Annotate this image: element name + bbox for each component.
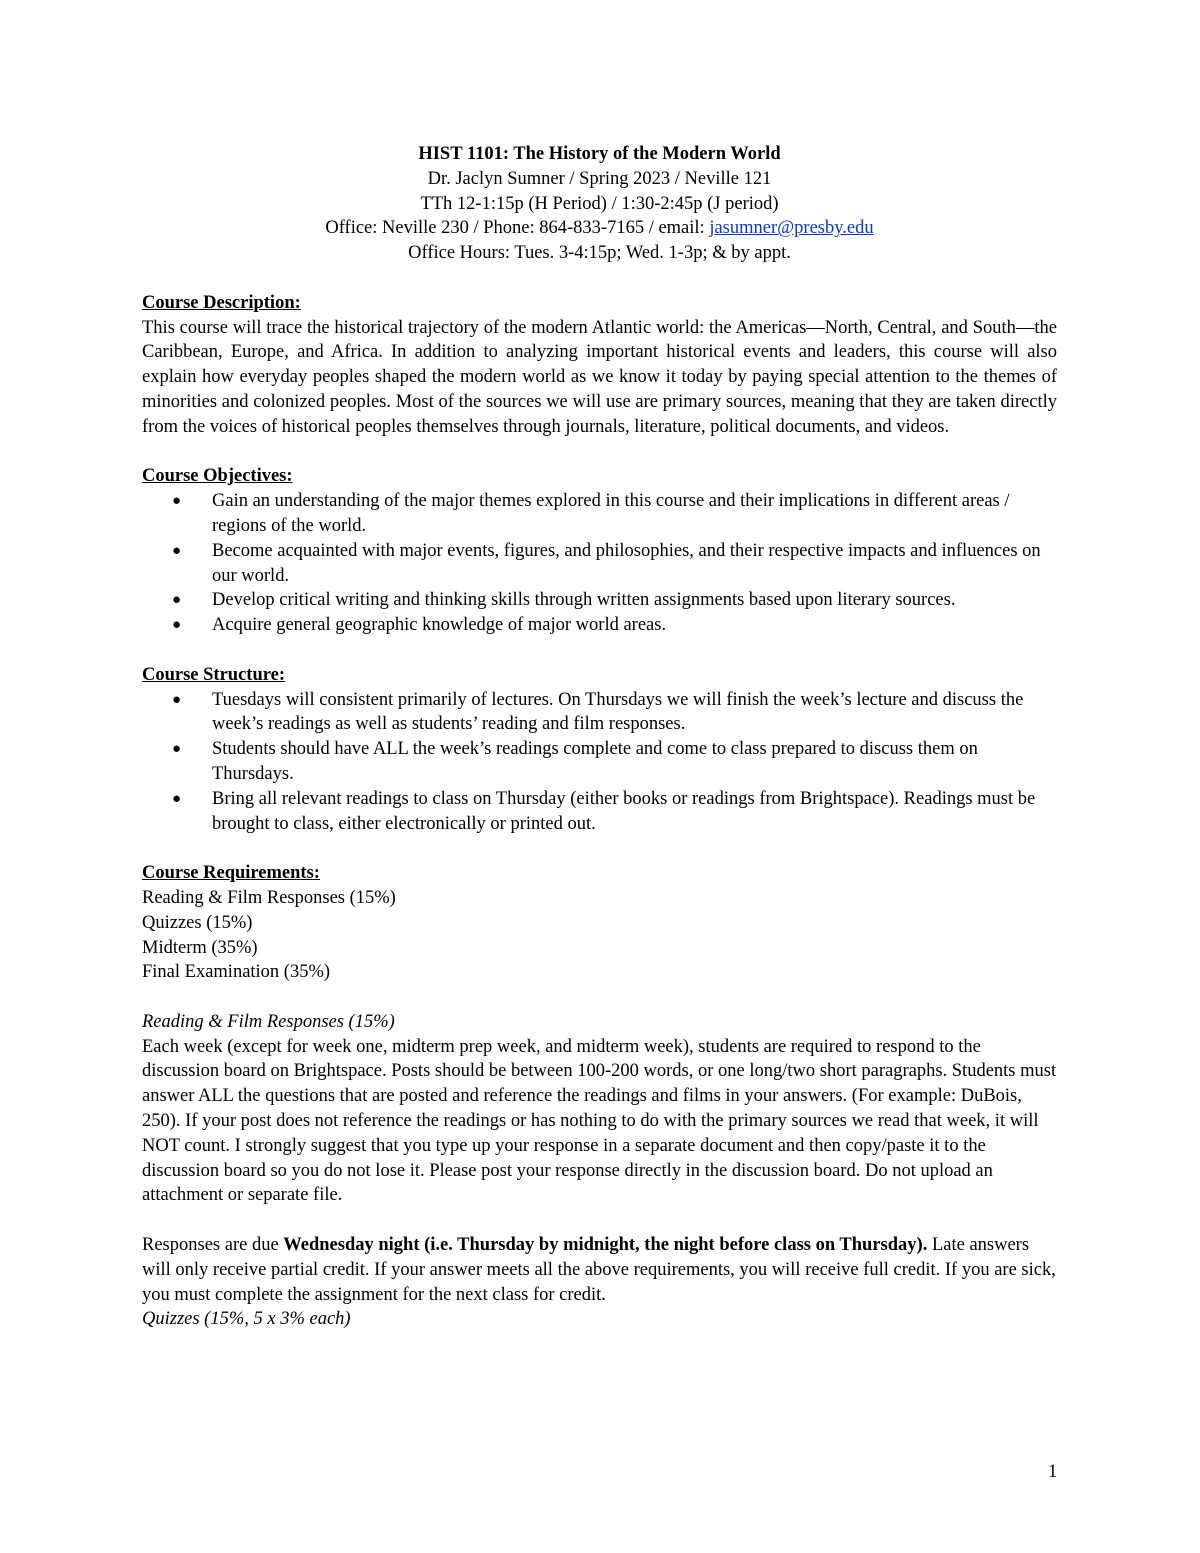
requirement-item: Final Examination (35%) xyxy=(142,962,331,983)
description-text: This course will trace the historical trajectory of the modern Atlantic world: the Americas—North, Central, and South—the Caribbean, Europe, and Africa. In addition to analyzing important historical events and leaders, this course will also explain how everyday peoples shaped the modern world as we know it today by paying special attention to the themes of minorities and colonized peoples. Most of the sources we will use are primary sources, meaning that they are taken directly from the voices of historical peoples themselves through journals, literature, political documents, and videos. xyxy=(142,317,1057,437)
list-item: ● Bring all relevant readings to class on Thursday (either books or readings from Brightspace). Readings must be brought to class, either electronically or printed out. xyxy=(172,788,1036,834)
schedule-line: TTh 12-1:15p (H Period) / 1:30-2:45p (J period) xyxy=(420,193,779,214)
list-item: ● Acquire general geographic knowledge of major world areas. xyxy=(142,613,1057,638)
structure-list xyxy=(142,688,1057,837)
office-hours: Office Hours: Tues. 3-4:15p; Wed. 1-3p; & by appt. xyxy=(408,243,791,264)
bullet-icon: ● xyxy=(172,542,182,559)
contact-line xyxy=(142,216,1057,241)
course-title: HIST 1101: The History of the Modern World xyxy=(418,144,781,164)
due-date-bold: Wednesday night (i.e. Thursday by midnight, the night before class on Thursday). xyxy=(283,1235,928,1256)
responses-heading: Reading & Film Responses (15%) xyxy=(142,1011,395,1032)
list-item: ● Become acquainted with major events, figures, and philosophies, and their respective impacts and influences on our world. xyxy=(172,540,1041,586)
objectives-list xyxy=(142,489,1057,638)
structure-heading: Course Structure: xyxy=(142,664,286,685)
list-item: ● Gain an understanding of the major themes explored in this course and their implications in different areas / regions of the world. xyxy=(172,491,1010,536)
bullet-icon: ● xyxy=(172,493,182,510)
bullet-icon: ● xyxy=(172,592,182,609)
requirement-item: Midterm (35%) xyxy=(142,937,258,958)
bullet-icon: ● xyxy=(172,741,182,758)
list-item: ● Develop critical writing and thinking skills through written assignments based upon literary sources. xyxy=(142,588,1057,613)
requirements-heading: Course Requirements: xyxy=(142,863,320,884)
contact-text: Office: Neville 230 / Phone: 864-833-7165 / email: xyxy=(325,218,710,239)
responses-text: Each week (except for week one, midterm prep week, and midterm week), students are required to respond to the discussion board on Brightspace. Posts should be between 100-200 words, or one long/two short paragraphs. Students must answer ALL the questions that are posted and reference the readings and films in your answers. (For example: DuBois, 250). If your post does not reference the readings or has nothing to do with the primary sources we read that week, it will NOT count. I strongly suggest that you type up your response in a separate document and then copy/paste it to the discussion board so you do not lose it. Please post your response directly in the discussion board. Do not upload an attachment or separate file. xyxy=(142,1036,1057,1206)
requirement-item: Quizzes (15%) xyxy=(142,912,253,933)
bullet-icon: ● xyxy=(172,790,182,807)
list-item: ● Tuesdays will consistent primarily of lectures. On Thursdays we will finish the week’s lecture and discuss the week’s readings as well as students’ reading and film responses. xyxy=(172,689,1024,735)
instructor-line: Dr. Jaclyn Sumner / Spring 2023 / Neville 121 xyxy=(427,168,772,189)
page-number: 1 xyxy=(1048,1462,1058,1482)
quizzes-heading: Quizzes (15%, 5 x 3% each) xyxy=(142,1309,351,1330)
bullet-icon: ● xyxy=(172,691,182,708)
description-heading: Course Description: xyxy=(142,292,301,313)
requirement-item: Reading & Film Responses (15%) xyxy=(142,887,396,908)
responses-due: Responses are due Wednesday night (i.e. Thursday by midnight, the night before class on Thursday). Late answers will only receive partial credit. If your answer meets all the above requirements, you will receive full credit. If you are sick, you must complete the assignment for the next class for credit. xyxy=(142,1235,1056,1305)
objectives-heading: Course Objectives: xyxy=(142,466,293,487)
list-item: ● Students should have ALL the week’s readings complete and come to class prepared to discuss them on Thursdays. xyxy=(172,739,978,784)
bullet-icon: ● xyxy=(172,617,182,634)
email-link[interactable]: jasumner@presby.edu xyxy=(709,218,874,239)
syllabus-page xyxy=(142,142,1057,1332)
